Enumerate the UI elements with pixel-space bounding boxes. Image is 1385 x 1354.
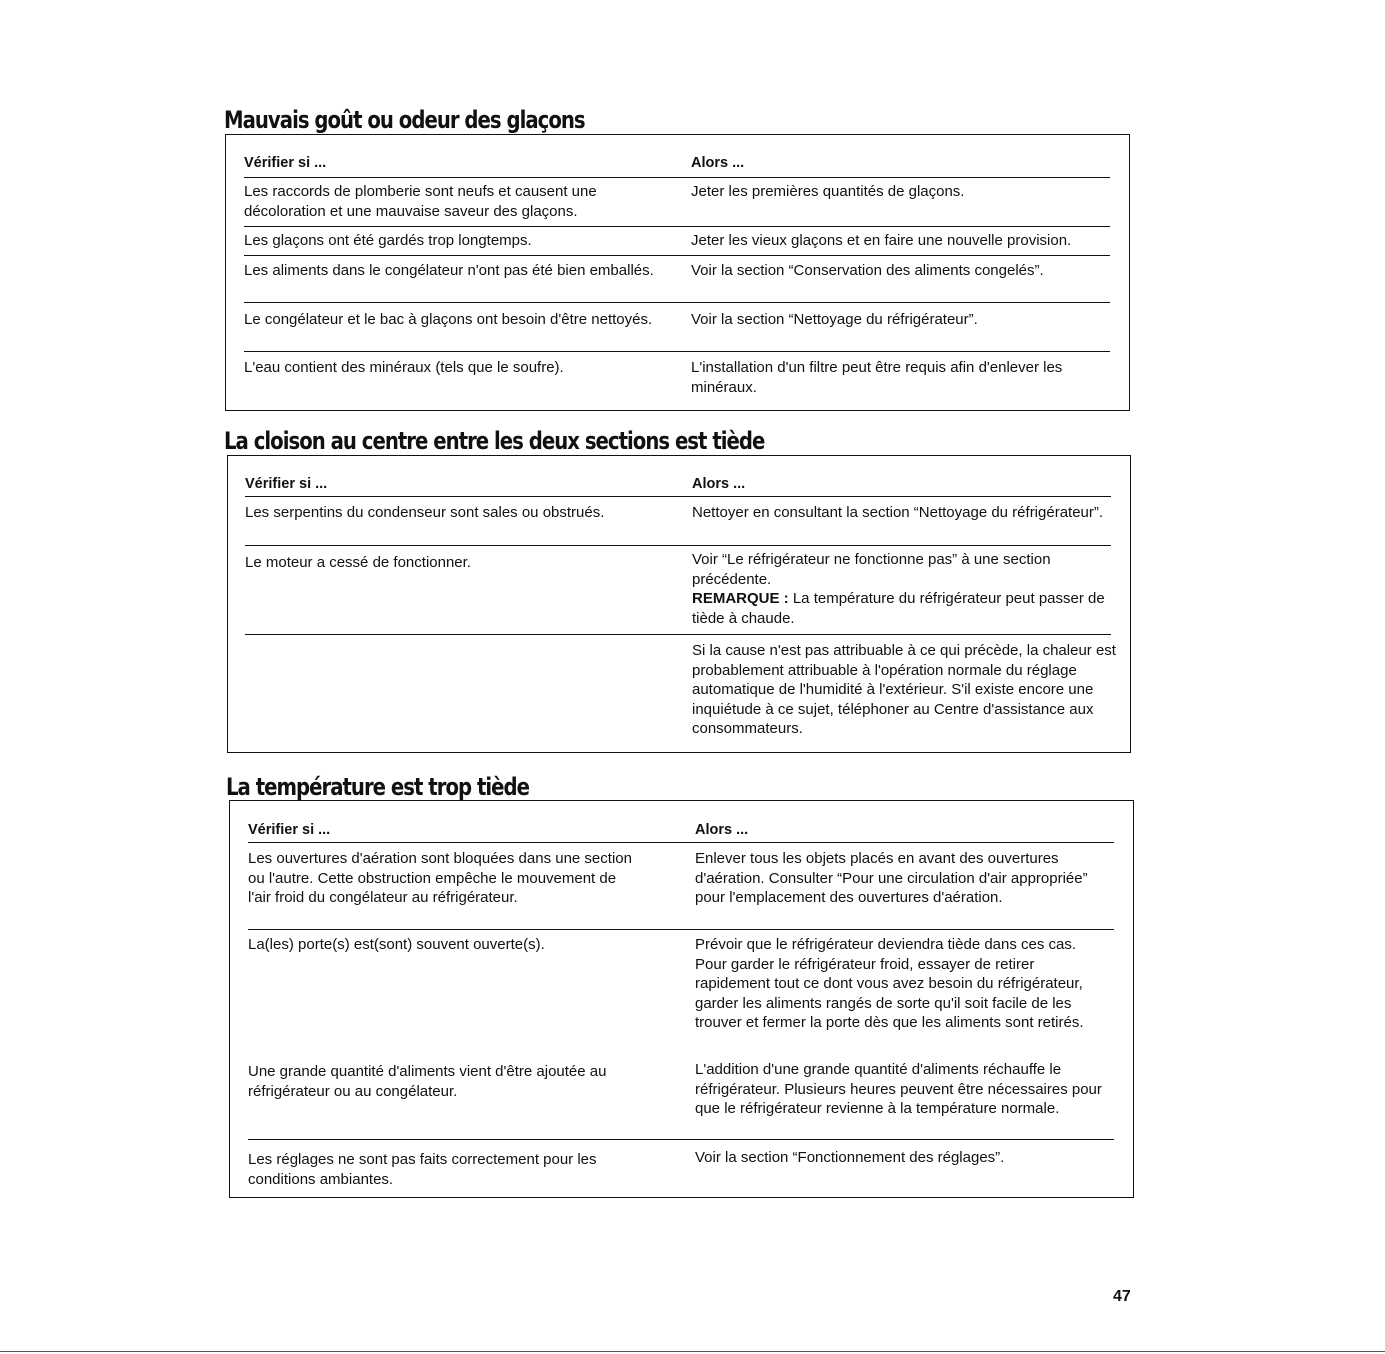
section-title-too-warm: La température est trop tiède	[226, 773, 529, 801]
header-divider	[245, 496, 1111, 497]
table-row-then: Enlever tous les objets placés en avant des ouvertures d'aération. Consulter “Pour une circulation d'air appropriée” pour l'emplacement des ouvertures d'aération.	[695, 850, 1088, 906]
column-header-then: Alors ...	[695, 822, 749, 838]
section-title-ice-taste: Mauvais goût ou odeur des glaçons	[224, 106, 585, 134]
row-divider	[248, 929, 1114, 930]
table-row-then: Jeter les premières quantités de glaçons.	[691, 183, 965, 200]
table-row-then: Si la cause n'est pas attribuable à ce qui précède, la chaleur est probablement attribuable à l'opération normale du réglage automatique de l'humidité à l'extérieur. S'il existe encore une inquiétude à ce sujet, téléphoner au Centre d'assistance aux consommateurs.	[692, 642, 1116, 737]
table-row-check: Le moteur a cessé de fonctionner.	[245, 554, 471, 571]
column-header-check: Vérifier si ...	[244, 155, 327, 171]
page-bottom-rule	[0, 1351, 1385, 1352]
table-row-then: Voir la section “Nettoyage du réfrigérateur”.	[691, 311, 978, 328]
table-row-check: Les serpentins du condenseur sont sales ou obstrués.	[245, 504, 605, 521]
note-label: REMARQUE :	[692, 590, 789, 607]
table-row-then: Voir la section “Conservation des aliments congelés”.	[691, 262, 1044, 279]
table-row-check: Les raccords de plomberie sont neufs et causent une décoloration et une mauvaise saveur des glaçons.	[244, 183, 597, 220]
row-divider	[245, 634, 1111, 635]
table-row-then: L'installation d'un filtre peut être requis afin d'enlever les minéraux.	[691, 359, 1063, 396]
column-header-check: Vérifier si ...	[248, 822, 331, 838]
table-row-then: Prévoir que le réfrigérateur deviendra tiède dans ces cas. Pour garder le réfrigérateur froid, essayer de retirer rapidement tout ce dont vous avez besoin du réfrigérateur, garder les aliments rangés de sorte qu'il soit facile de les trouver et fermer la porte dès que les aliments sont retirés.	[695, 936, 1084, 1031]
note-text: La température du réfrigérateur peut passer de tiède à chaude.	[692, 590, 1105, 627]
row-divider	[244, 226, 1110, 227]
table-row-then	[692, 550, 1112, 628]
table-row-then: L'addition d'une grande quantité d'aliments réchauffe le réfrigérateur. Plusieurs heures peuvent être nécessaires pour que le réfrigérateur revienne à la température normale.	[695, 1061, 1102, 1117]
table-row-check: Les ouvertures d'aération sont bloquées dans une section ou l'autre. Cette obstruction empêche le mouvement de l'air froid du congélateur au réfrigérateur.	[248, 850, 632, 906]
table-row-check: Le congélateur et le bac à glaçons ont besoin d'être nettoyés.	[244, 311, 653, 328]
row-divider	[248, 1139, 1114, 1140]
section-title-warm-divider: La cloison au centre entre les deux sections est tiède	[224, 427, 765, 455]
row-then-text: Voir “Le réfrigérateur ne fonctionne pas” à une section précédente.	[692, 551, 1051, 588]
table-row-check: La(les) porte(s) est(sont) souvent ouverte(s).	[248, 936, 545, 953]
row-divider	[244, 351, 1110, 352]
column-header-then: Alors ...	[691, 155, 745, 171]
table-row-then: Jeter les vieux glaçons et en faire une nouvelle provision.	[691, 232, 1072, 249]
table-row-check: Les réglages ne sont pas faits correctement pour les conditions ambiantes.	[248, 1151, 597, 1188]
row-divider	[244, 302, 1110, 303]
table-row-then: Nettoyer en consultant la section “Nettoyage du réfrigérateur”.	[692, 504, 1104, 521]
row-divider	[244, 255, 1110, 256]
header-divider	[244, 177, 1110, 178]
header-divider	[248, 842, 1114, 843]
table-row-check: Une grande quantité d'aliments vient d'être ajoutée au réfrigérateur ou au congélateur.	[248, 1063, 607, 1100]
table-row-check: Les glaçons ont été gardés trop longtemps.	[244, 232, 532, 249]
table-row-check: Les aliments dans le congélateur n'ont pas été bien emballés.	[244, 262, 654, 279]
column-header-check: Vérifier si ...	[245, 476, 328, 492]
row-divider	[245, 545, 1111, 546]
page-number: 47	[1113, 1288, 1131, 1305]
table-row-then: Voir la section “Fonctionnement des réglages”.	[695, 1149, 1005, 1166]
column-header-then: Alors ...	[692, 476, 746, 492]
table-row-check: L'eau contient des minéraux (tels que le soufre).	[244, 359, 564, 376]
